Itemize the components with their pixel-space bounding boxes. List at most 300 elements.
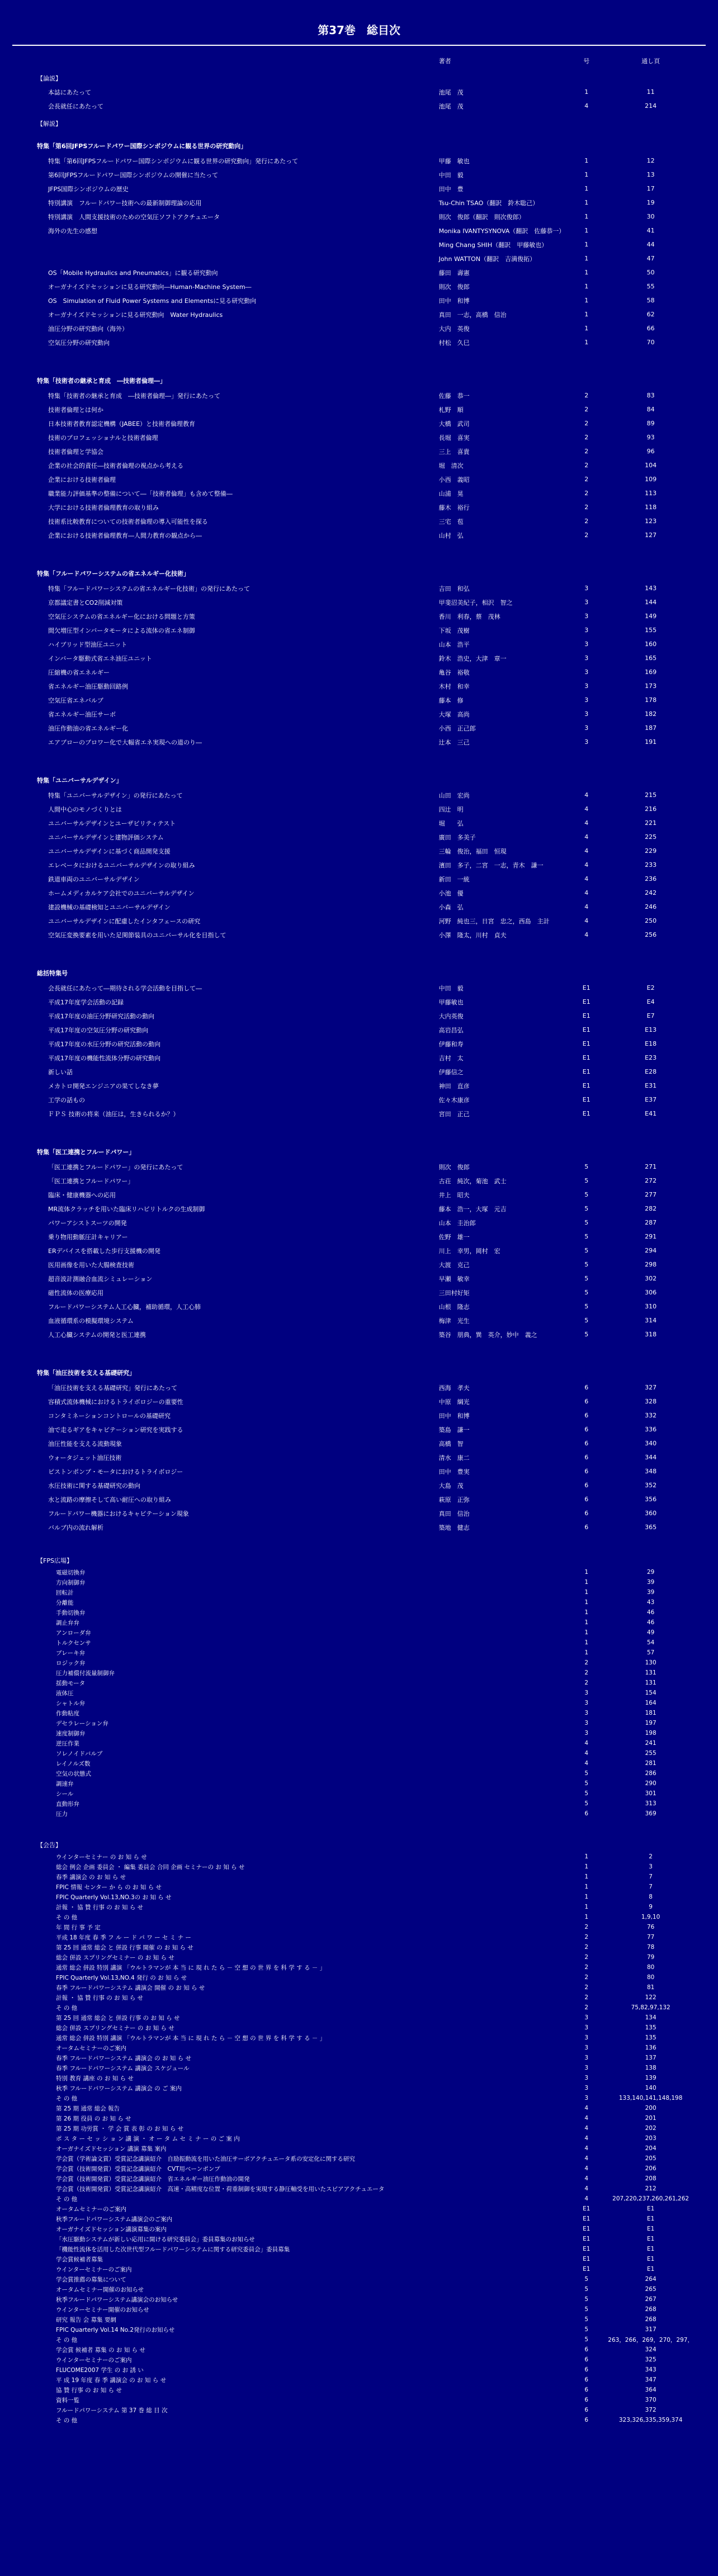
entry-page: 271: [645, 1163, 657, 1170]
entry-page: 57: [646, 1649, 655, 1656]
entry-author: 築島 謙一: [438, 1426, 470, 1434]
toc-entry-row: [22, 2375, 693, 2385]
entry-issue: E1: [582, 1026, 591, 1033]
entry-page: 302: [645, 1275, 657, 1282]
entry-title: ホームメディカルケア会社でのユニバーサルデザイン: [48, 889, 195, 897]
entry-page: 182: [645, 710, 657, 718]
entry-author: [439, 2033, 565, 2043]
entry-author: [439, 1688, 565, 1698]
entry-title: 特集「フルードパワーシステムの省エネルギー化技術」の発行にあたって: [48, 585, 251, 592]
toc-entry-row: [22, 2093, 693, 2103]
entry-page: 96: [646, 448, 655, 455]
entry-title: 学会賞 候補者 募集 の お 知 ら せ: [56, 2346, 145, 2354]
entry-issue: 1: [584, 213, 589, 220]
entry-author: 藤本 修: [438, 696, 464, 704]
entry-author: 西海 孝夫: [438, 1384, 470, 1392]
entry-issue: 2: [584, 2004, 589, 2011]
entry-page: 208: [645, 2175, 656, 2182]
entry-title: 間欠増圧型インバータモータによる流体の省エネ制御: [48, 627, 195, 634]
entry-page: 135: [645, 2024, 656, 2031]
entry-issue: 2: [584, 490, 589, 497]
entry-author: [439, 2123, 565, 2133]
entry-title: 空気圧分野の研究動向: [48, 339, 110, 347]
toc-entry-row: [22, 844, 693, 858]
entry-title: 揺動モータ: [56, 1680, 86, 1687]
entry-page: 327: [645, 1384, 657, 1391]
entry-title: 第 25 期 功労賞 ・ 学 会 賞 表 彰 の お 知 ら せ: [56, 2125, 184, 2132]
entry-issue: 2: [584, 1924, 589, 1930]
entry-page: 202: [645, 2125, 656, 2132]
entry-page: 215: [645, 791, 657, 799]
entry-title: 血液循環系の模擬環境システム: [48, 1317, 134, 1325]
entry-title: 第 25 回 通常 総会 と 併設 行事 開催 の お 知 ら せ: [56, 1944, 193, 1951]
entry-author: [439, 2294, 565, 2304]
entry-page: 84: [646, 406, 655, 413]
spacer-row: [22, 1819, 693, 1834]
entry-page: 360: [645, 1510, 657, 1517]
entry-issue: 5: [584, 2336, 589, 2343]
toc-entry-row: [22, 1932, 693, 1942]
entry-author: 下坂 茂樹: [438, 627, 470, 634]
entry-author: 山田 宏尚: [438, 791, 470, 799]
entry-title: 日本技術者教育認定機構（JABEE）と技術者倫理教育: [48, 420, 196, 428]
toc-entry-row: [22, 1244, 693, 1258]
entry-page: 263，266，269，270，297，: [608, 2336, 693, 2343]
category-heading: 【FPS広場】: [37, 1557, 73, 1564]
entry-title: FLUCOME2007 学生 の お 誘 い: [56, 2366, 144, 2374]
toc-entry-row: [22, 293, 693, 307]
entry-page: E1: [646, 2216, 655, 2222]
entry-page: 109: [645, 476, 657, 483]
entry-page: 149: [645, 613, 657, 620]
entry-title: ユニバーサルデザインと建物評価システム: [48, 833, 164, 841]
entry-page: 47: [646, 255, 655, 262]
entry-issue: 3: [584, 641, 589, 648]
toc-entry-row: [22, 1464, 693, 1478]
entry-title: 技術者倫理と学協会: [48, 448, 103, 456]
entry-author: [439, 2244, 565, 2254]
spacer-row: [22, 542, 693, 558]
entry-issue: 5: [584, 1163, 589, 1170]
entry-author: [439, 1932, 565, 1942]
entry-issue: 5: [584, 1317, 589, 1324]
entry-page: 164: [645, 1700, 656, 1706]
entry-title: 第 25 回 通常 総会 と 併設 行事 の お 知 ら せ: [56, 2014, 180, 2022]
entry-author: [439, 1778, 565, 1789]
entry-title: ERデバイスを搭載した歩行支援機の開発: [48, 1247, 160, 1255]
spacer-cell: [22, 1341, 693, 1357]
entry-page: 229: [645, 847, 657, 855]
entry-author: 早瀬 敏幸: [438, 1275, 470, 1283]
toc-entry-row: [22, 1436, 693, 1450]
entry-title: そ の 他: [56, 2336, 78, 2343]
entry-author: 廣田 多美子: [438, 833, 476, 841]
entry-author: [439, 2415, 565, 2425]
entry-issue: 4: [584, 2155, 589, 2162]
entry-author: [439, 2063, 565, 2073]
toc-entry-row: [22, 2133, 693, 2143]
entry-author: [439, 2254, 565, 2264]
toc-entry-row: [22, 2395, 693, 2405]
toc-entry-row: [22, 1174, 693, 1188]
entry-author: 則次 俊郎: [438, 1163, 470, 1171]
entry-issue: 1: [584, 1863, 589, 1870]
entry-page: 41: [646, 227, 655, 234]
section-heading: 特集「第6回JFPSフルードパワー国際シンポジウムに観る世界の研究動向」: [37, 143, 247, 150]
entry-issue: 2: [584, 504, 589, 511]
entry-author: 大橋 武司: [438, 420, 470, 428]
entry-author: 田中 和博: [438, 1412, 470, 1420]
toc-entry-row: [22, 1892, 693, 1902]
entry-issue: 1: [584, 269, 589, 276]
entry-page: 140: [645, 2085, 656, 2091]
entry-title: 京都議定書とCO2削減対策: [48, 599, 123, 606]
section-heading-row: [22, 365, 693, 388]
entry-title: ロジック弁: [56, 1659, 86, 1667]
toc-entry-row: [22, 2284, 693, 2294]
entry-page: 1,9,10: [641, 1914, 660, 1920]
toc-entry-row: [22, 1272, 693, 1285]
toc-entry-row: [22, 2043, 693, 2053]
entry-title: インバータ駆動式省エネ油圧ユニット: [48, 654, 152, 662]
toc-entry-row: [22, 2274, 693, 2284]
toc-entry-row: [22, 1993, 693, 2003]
toc-entry-row: [22, 900, 693, 914]
entry-issue: 1: [584, 1569, 589, 1576]
entry-issue: 4: [584, 917, 589, 924]
entry-page: 19: [646, 199, 655, 206]
entry-page: 50: [646, 269, 655, 276]
entry-page: 75,82,97,132: [631, 2004, 670, 2011]
entry-author: [439, 2194, 565, 2204]
entry-author: 長堀 喜実: [438, 434, 470, 442]
entry-author: 藤木 裕行: [438, 504, 470, 511]
entry-page: 205: [645, 2155, 656, 2162]
entry-page: 55: [646, 283, 655, 290]
entry-title: 企業における技術者倫理教育―人間力教育の観点から―: [48, 532, 202, 539]
entry-author: [439, 2335, 565, 2345]
entry-author: 池尾 茂: [438, 88, 464, 96]
entry-issue: 6: [584, 2397, 589, 2403]
entry-page: E7: [646, 1012, 655, 1019]
entry-issue: 2: [584, 392, 589, 399]
entry-issue: 1: [584, 1884, 589, 1890]
entry-author: [439, 1922, 565, 1932]
entry-page: 207,220,237,260,261,262: [612, 2195, 689, 2202]
entry-title: 分離能: [56, 1599, 74, 1606]
entry-author: [439, 2023, 565, 2033]
entry-title: シャトル弁: [56, 1700, 86, 1707]
toc-entry-row: [22, 85, 693, 99]
entry-issue: 3: [584, 2065, 589, 2071]
toc-entry-row: [22, 1952, 693, 1962]
toc-entry-row: [22, 1768, 693, 1778]
entry-title: ウインターセミナーのご案内: [56, 2266, 132, 2273]
entry-author: [439, 1952, 565, 1962]
toc-entry-row: [22, 1872, 693, 1882]
entry-issue: 3: [584, 738, 589, 746]
entry-author: [439, 2214, 565, 2224]
entry-issue: 1: [584, 1589, 589, 1596]
entry-author: [439, 2375, 565, 2385]
entry-issue: 4: [584, 2165, 589, 2172]
toc-entry-row: [22, 2143, 693, 2153]
entry-page: 138: [645, 2065, 656, 2071]
entry-page: 313: [645, 1800, 656, 1807]
entry-page: 250: [645, 917, 657, 924]
entry-author: [439, 2405, 565, 2415]
entry-title: 超音波計測融合血流シミュレーション: [48, 1275, 153, 1283]
toc-entry-row: [22, 2153, 693, 2164]
entry-issue: E1: [583, 2266, 591, 2273]
entry-author: [439, 1698, 565, 1708]
spacer-row: [22, 1121, 693, 1136]
entry-page: 81: [646, 1984, 655, 1991]
toc-entry-row: [22, 2355, 693, 2365]
entry-author: 大塚 高尚: [438, 710, 470, 718]
entry-issue: 3: [584, 2044, 589, 2051]
entry-title: エアブローのブロワー化で大幅省エネ実現への道のり―: [48, 738, 202, 746]
entry-author: 大渡 克己: [438, 1261, 470, 1269]
entry-issue: 1: [584, 339, 589, 346]
entry-author: 山村 弘: [438, 532, 464, 539]
entry-page: 139: [645, 2075, 656, 2081]
entry-title: 特別 教育 講座 の お 知 ら せ: [56, 2075, 134, 2082]
entry-author: 新田 一統: [438, 875, 470, 883]
toc-entry-row: [22, 1942, 693, 1952]
entry-issue: 1: [584, 297, 589, 304]
entry-page: 187: [645, 724, 657, 732]
entry-author: [439, 1738, 565, 1748]
entry-issue: 2: [584, 1680, 589, 1686]
entry-page: 370: [645, 2397, 656, 2403]
entry-page: 113: [645, 490, 657, 497]
spacer-cell: [22, 349, 693, 365]
entry-title: 乗り物用動脈圧計キャリアー: [48, 1233, 128, 1241]
section-heading: 特集「医工連携とフルードパワー」: [37, 1149, 135, 1156]
entry-issue: 6: [584, 2376, 589, 2383]
entry-title: フルードパワーシステム 第 37 巻 総 目 次: [56, 2407, 168, 2414]
entry-issue: 5: [584, 1191, 589, 1198]
entry-issue: 4: [584, 847, 589, 855]
entry-page: E1: [646, 2246, 655, 2252]
toc-entry-row: [22, 2164, 693, 2174]
entry-title: 「機能性流体を活用した次世代型フルードパワーシステムに関する研究委員会」委員募集: [56, 2246, 290, 2253]
toc-entry-row: [22, 252, 693, 265]
entry-page: 46: [646, 1609, 655, 1616]
toc-entry-row: [22, 1718, 693, 1728]
toc-entry-row: [22, 1758, 693, 1768]
entry-title: オーガナイズドセッション 講演 募集 案内: [56, 2145, 167, 2152]
entry-author: 中田 毅: [438, 984, 464, 992]
entry-issue: 1: [584, 1599, 589, 1606]
entry-title: 逆圧作業: [56, 1740, 79, 1747]
entry-issue: 4: [584, 2185, 589, 2192]
entry-title: 第 25 期 通常 総会 報告: [56, 2105, 120, 2112]
entry-page: 144: [645, 599, 657, 606]
toc-entry-row: [22, 830, 693, 844]
entry-author: [439, 1748, 565, 1758]
entry-page: 135: [645, 2034, 656, 2041]
entry-issue: 2: [584, 1659, 589, 1666]
entry-issue: 6: [584, 1454, 589, 1461]
entry-author: [439, 1728, 565, 1738]
toc-entry-row: [22, 1037, 693, 1051]
entry-title: 学会賞候補者募集: [56, 2256, 103, 2263]
entry-issue: 1: [584, 1619, 589, 1626]
toc-entry-row: [22, 2123, 693, 2133]
entry-title: 特集「第6回JFPSフルードパワー国際シンポジウムに観る世界の研究動向」発行にあたって: [48, 157, 299, 165]
header-author: 著者: [438, 57, 451, 65]
entry-page: 130: [645, 1659, 656, 1666]
entry-title: そ の 他: [56, 2095, 78, 2102]
entry-page: 233: [645, 861, 657, 869]
entry-page: 268: [645, 2316, 656, 2323]
toc-entry-row: [22, 1478, 693, 1492]
entry-page: 155: [645, 627, 657, 634]
entry-author: 高橋 智: [438, 1440, 464, 1448]
entry-author: 小澤 隆太，川村 貞夫: [438, 931, 507, 939]
entry-title: オータムセミナー開催のお知らせ: [56, 2286, 144, 2293]
entry-page: 265: [645, 2286, 656, 2293]
header-page: 通し頁: [641, 57, 660, 65]
entry-page: 352: [645, 1482, 657, 1489]
entry-title: 会長就任にあたって―期待される学会活動を目指して―: [48, 984, 202, 992]
toc-entry-row: [22, 514, 693, 528]
entry-issue: 3: [584, 682, 589, 690]
entry-author: [439, 1872, 565, 1882]
toc-entry-row: [22, 1506, 693, 1520]
toc-entry-row: [22, 1708, 693, 1718]
entry-page: E1: [646, 2256, 655, 2262]
entry-title: 省エネルギー油圧サーボ: [48, 710, 116, 718]
entry-page: E1: [646, 2266, 655, 2273]
toc-entry-row: [22, 1422, 693, 1436]
entry-title: FPIC Quarterly Vol.13,NO.4 発行 の お 知 ら せ: [56, 1974, 187, 1981]
category-heading-row: [22, 68, 693, 85]
entry-title: 技術者倫理とは何か: [48, 406, 103, 414]
entry-author: 築地 健志: [438, 1524, 470, 1531]
entry-author: John WATTON（翻訳 吉満俊拓）: [438, 255, 536, 263]
entry-page: E28: [645, 1068, 657, 1075]
entry-author: [439, 2314, 565, 2324]
toc-entry-row: [22, 168, 693, 182]
toc-entry-row: [22, 735, 693, 749]
toc-entry-row: [22, 1160, 693, 1174]
entry-title: 平成17年度学会活動の記録: [48, 998, 124, 1006]
toc-entry-row: [22, 486, 693, 500]
entry-title: そ の 他: [56, 1914, 78, 1921]
entry-issue: 2: [584, 406, 589, 413]
entry-author: 真田 信治: [438, 1510, 470, 1517]
entry-author: [439, 1638, 565, 1648]
entry-page: 77: [646, 1934, 655, 1941]
entry-author: 梅津 光生: [438, 1317, 470, 1325]
entry-issue: E1: [582, 1110, 591, 1117]
entry-page: 104: [645, 462, 657, 469]
toc-entry-row: [22, 1202, 693, 1216]
toc-entry-row: [22, 2063, 693, 2073]
section-heading-row: [22, 558, 693, 581]
entry-author: 吉田 和弘: [438, 585, 470, 592]
entry-page: 212: [645, 2185, 656, 2192]
entry-page: 264: [645, 2276, 656, 2283]
entry-page: 206: [645, 2165, 656, 2172]
toc-entry-row: [22, 858, 693, 872]
entry-title: 学会賞（技術開発賞）受賞記念講演紹介 高速・高精度な位置・荷重制御を実現する静圧軸受を用いたスピアアクチュエータ: [56, 2185, 385, 2193]
entry-title: 人工心臓システムの開発と医工連携: [48, 1331, 146, 1339]
entry-author: [439, 1942, 565, 1952]
toc-entry-row: [22, 609, 693, 623]
entry-author: [439, 1607, 565, 1617]
entry-title: ウインターセミナーのご案内: [56, 2356, 132, 2364]
entry-issue: 4: [584, 2145, 589, 2152]
toc-entry-row: [22, 2184, 693, 2194]
toc-entry-row: [22, 1678, 693, 1688]
entry-title: 臨床・健康機器への応用: [48, 1191, 116, 1199]
entry-title: 計報 ・ 協 贊 行事 の お 知 ら せ: [56, 1904, 144, 1911]
toc-entry-row: [22, 2254, 693, 2264]
toc-entry-row: [22, 1597, 693, 1607]
toc-entry-row: [22, 444, 693, 458]
entry-author: [439, 2164, 565, 2174]
entry-issue: 2: [584, 1994, 589, 2001]
toc-entry-row: [22, 500, 693, 514]
entry-title: 油圧分野の研究動向（海外）: [48, 325, 128, 333]
toc-entry-row: [22, 1093, 693, 1107]
toc-table: [22, 54, 693, 2425]
entry-title: 省エネルギー油圧駆動回路例: [48, 682, 128, 690]
entry-page: 328: [645, 1398, 657, 1405]
entry-page: 169: [645, 668, 657, 676]
entry-page: 17: [646, 185, 655, 192]
entry-title: 圧縮機の省エネルギー: [48, 668, 110, 676]
toc-entry-row: [22, 1285, 693, 1299]
section-heading-row: [22, 1357, 693, 1380]
entry-page: 332: [645, 1412, 657, 1419]
entry-title: 本誌にあたって: [48, 88, 91, 96]
spacer-row: [22, 942, 693, 957]
toc-entry-row: [22, 2264, 693, 2274]
entry-page: 325: [645, 2356, 656, 2363]
entry-title: ピストンポンプ・モータにおけるトライボロジー: [48, 1468, 183, 1476]
entry-author: 三田村好矩: [438, 1289, 470, 1297]
spacer-cell: [22, 1534, 693, 1550]
entry-page: 347: [645, 2376, 656, 2383]
entry-author: [439, 2053, 565, 2063]
entry-issue: 6: [584, 1426, 589, 1433]
entry-page: 291: [645, 1233, 657, 1240]
toc-entry-row: [22, 196, 693, 210]
entry-title: フルードパワー機器におけるキャビテーション現象: [48, 1510, 189, 1517]
entry-page: 39: [646, 1579, 655, 1586]
entry-issue: 5: [584, 1219, 589, 1226]
entry-page: 306: [645, 1289, 657, 1296]
toc-entry-row: [22, 2013, 693, 2023]
section-heading: 特集「ユニバーサルデザイン」: [37, 777, 122, 784]
entry-issue: 2: [584, 462, 589, 469]
toc-entry-row: [22, 886, 693, 900]
entry-author: [439, 2043, 565, 2053]
entry-page: E23: [645, 1054, 657, 1061]
entry-page: 78: [646, 1944, 655, 1951]
entry-title: FPIC 情報 センター か ら の お 知 ら せ: [56, 1884, 162, 1891]
entry-page: 134: [645, 2014, 656, 2021]
entry-issue: 1: [584, 241, 589, 248]
entry-issue: 2: [584, 434, 589, 441]
toc-entry-row: [22, 872, 693, 886]
toc-entry-row: [22, 914, 693, 928]
